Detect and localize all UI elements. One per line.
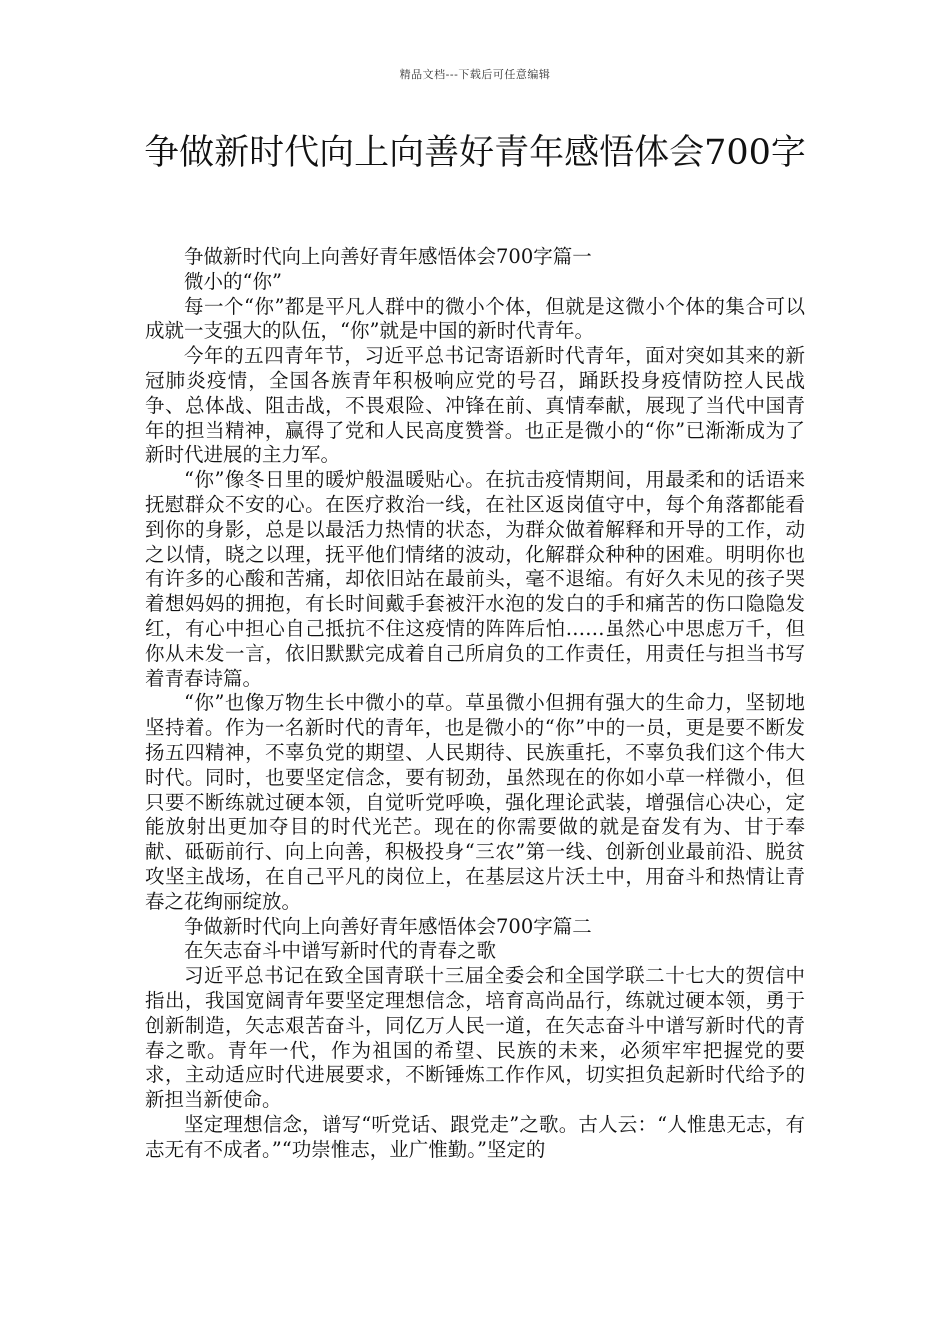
body-paragraph: 习近平总书记在致全国青联十三届全委会和全国学联二十七大的贺信中指出，我国宽阔青年要坚定理想信念，培育高尚品行，练就过硬本领，勇于创新制造，矢志艰苦奋斗，同亿万人民一道，在矢志奋斗中谱写新时代的青春之歌。青年一代，作为祖国的希望、民族的未来，必须牢牢把握党的要求，主动适应时代进展要求，不断锤炼工作作风，切实担负起新时代给予的新担当新使命。 (145, 964, 805, 1112)
page-header-note: 精品文档---下载后可任意编辑 (399, 68, 551, 81)
body-paragraph: “你”像冬日里的暖炉般温暖贴心。在抗击疫情期间，用最柔和的话语来抚慰群众不安的心。在医疗救治一线，在社区返岗值守中，每个角落都能看到你的身影，总是以最活力热情的状态，为群众做着解释和开导的工作，动之以情，晓之以理，抚平他们情绪的波动，化解群众种种的困难。明明你也有许多的心酸和苦痛，却依旧站在最前头，毫不退缩。有好久未见的孩子哭着想妈妈的拥抱，有长时间戴手套被汗水泡的发白的手和痛苦的伤口隐隐发红，有心中担心自己抵抗不住这疫情的阵阵后怕……虽然心中思虑万千，但你从未发一言，依旧默默完成着自己所肩负的工作责任，用责任与担当书写着青春诗篇。 (145, 468, 805, 690)
section-heading: 争做新时代向上向善好青年感悟体会700字篇一 (184, 245, 592, 268)
body-paragraph: 坚定理想信念，谱写“听党话、跟党走”之歌。古人云：“人惟患无志，有志无有不成者。”“功崇惟志，业广惟勤。”坚定的 (145, 1112, 805, 1161)
body-paragraph: 今年的五四青年节，习近平总书记寄语新时代青年，面对突如其来的新冠肺炎疫情，全国各族青年积极响应党的号召，踊跃投身疫情防控人民战争、总体战、阻击战，不畏艰险、冲锋在前、真情奉献，展现了当代中国青年的担当精神，赢得了党和人民高度赞誉。也正是微小的“你”已渐渐成为了新时代进展的主力军。 (145, 344, 805, 467)
body-paragraph: “你”也像万物生长中微小的草。草虽微小但拥有强大的生命力，坚韧地坚持着。作为一名新时代的青年，也是微小的“你”中的一员，更是要不断发扬五四精神，不辜负党的期望、人民期待、民族重托，不辜负我们这个伟大时代。同时，也要坚定信念，要有韧劲，虽然现在的你如小草一样微小，但只要不断练就过硬本领，自觉听党呼唤，强化理论武装，增强信心决心，定能放射出更加夺目的时代光芒。现在的你需要做的就是奋发有为、甘于奉献、砥砺前行、向上向善，积极投身“三农”第一线、创新创业最前沿、脱贫攻坚主战场，在自己平凡的岗位上，在基层这片沃土中，用奋斗和热情让青春之花绚丽绽放。 (145, 691, 805, 913)
body-paragraph: 每一个“你”都是平凡人群中的微小个体，但就是这微小个体的集合可以成就一支强大的队伍，“你”就是中国的新时代青年。 (145, 294, 805, 343)
section-subheading: 微小的“你” (184, 269, 282, 293)
section-heading: 争做新时代向上向善好青年感悟体会700字篇二 (184, 914, 592, 938)
document-title: 争做新时代向上向善好青年感悟体会700字 (144, 133, 806, 173)
section-subheading: 在矢志奋斗中谱写新时代的青春之歌 (184, 939, 497, 963)
document-body (145, 245, 805, 1162)
